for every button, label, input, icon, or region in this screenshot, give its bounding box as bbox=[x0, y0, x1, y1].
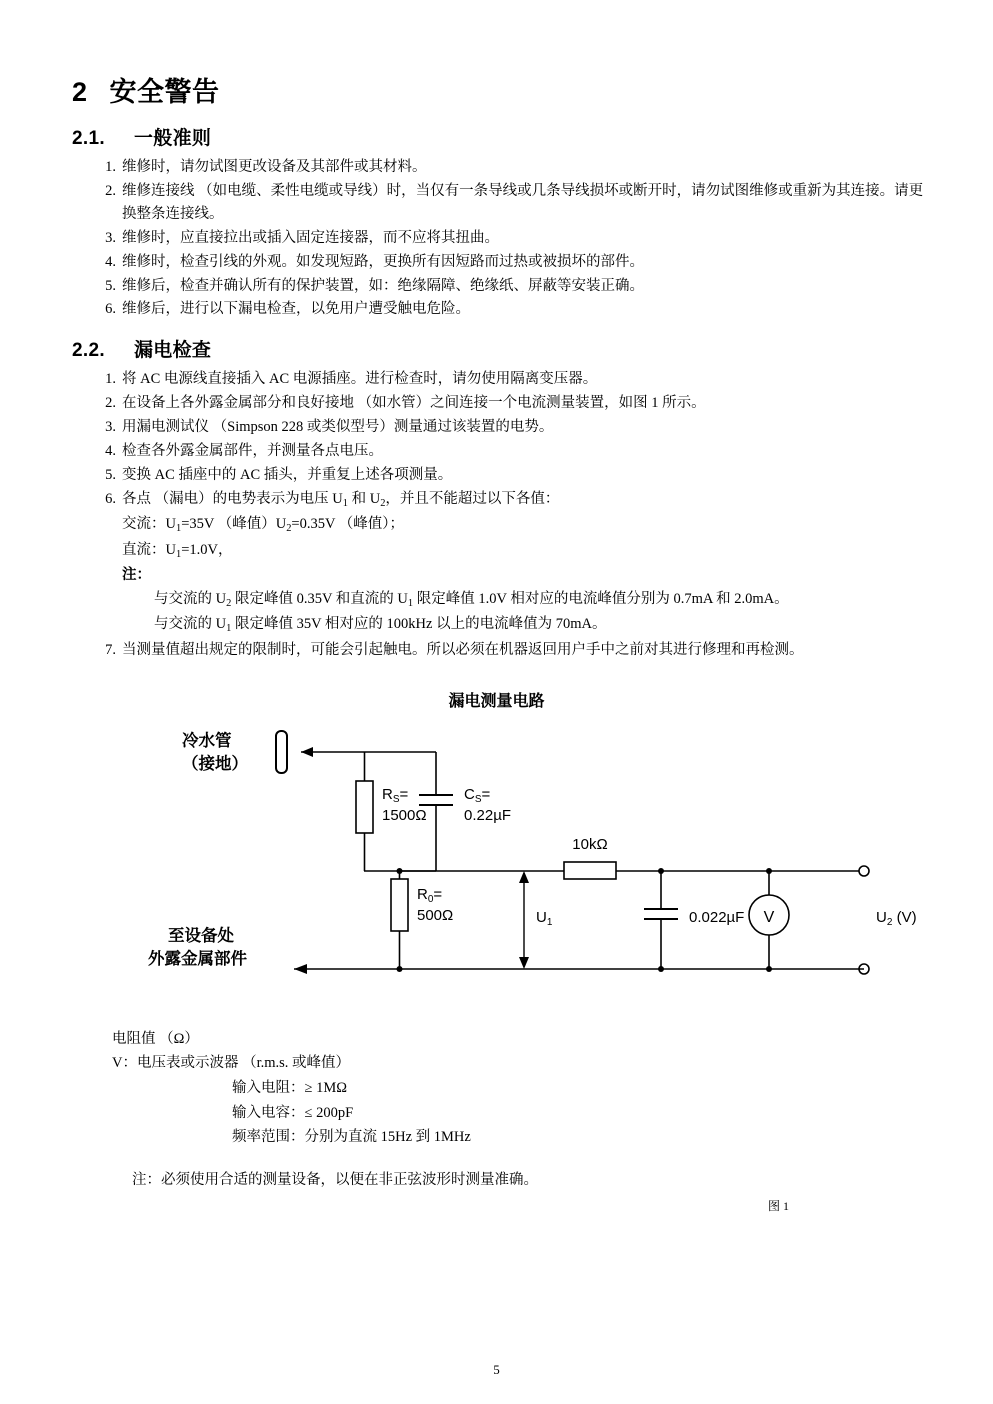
ac-sub2: 2 bbox=[286, 523, 292, 535]
list-item bbox=[64, 251, 929, 274]
section-number-1: 2.1. bbox=[72, 128, 105, 149]
list-marker: 6. bbox=[105, 490, 116, 507]
ac-line-c: =0.35V （峰值）； bbox=[291, 516, 405, 533]
item6-dc-line bbox=[122, 539, 929, 563]
list-marker: 5. bbox=[105, 466, 116, 483]
list-text: 维修后，进行以下漏电检查，以免用户遭受触电危险。 bbox=[122, 301, 470, 318]
list-item bbox=[64, 156, 929, 179]
item6-lead-sub1: 1 bbox=[342, 497, 348, 509]
legend-final-note: 注：必须使用合适的测量设备，以便在非正弦波形时测量准确。 bbox=[132, 1171, 538, 1188]
note2-sub1: 1 bbox=[226, 623, 232, 635]
u1-label: $U_1$ bbox=[536, 908, 553, 928]
voltmeter-label: V bbox=[763, 908, 775, 926]
list-text: 变换 AC 插座中的 AC 插头，并重复上述各项测量。 bbox=[122, 466, 453, 483]
figure-number: 图 1 bbox=[767, 1198, 789, 1213]
section-2-list bbox=[64, 368, 929, 661]
note1-sub1: 2 bbox=[226, 597, 232, 609]
terminal-top bbox=[859, 866, 869, 876]
dc-sub1: 1 bbox=[175, 548, 182, 560]
dc-line-a: 直流：U bbox=[122, 541, 176, 558]
list-marker: 7. bbox=[105, 641, 116, 658]
item6-lead-b: 和 U bbox=[347, 490, 381, 507]
list-marker: 1. bbox=[105, 159, 116, 175]
list-text: 用漏电测试仪 （Simpson 228 或类似型号）测量通过该装置的电势。 bbox=[122, 419, 554, 436]
node-dot-cap bbox=[658, 868, 664, 874]
item6-lead bbox=[122, 491, 559, 507]
list-text: 将 AC 电源线直接插入 AC 电源插座。进行检查时，请勿使用隔离变压器。 bbox=[122, 371, 598, 388]
u2-label: $U_2$ (V) bbox=[876, 908, 917, 928]
node-dot-r0 bbox=[397, 868, 403, 874]
cold-pipe-label-1: 冷水管 bbox=[182, 731, 232, 750]
circuit-svg bbox=[64, 719, 929, 1019]
section-title-1: 一般准则 bbox=[134, 128, 212, 149]
u1-arrow-down bbox=[519, 957, 529, 969]
list-item bbox=[64, 368, 929, 391]
list-item bbox=[64, 180, 929, 226]
cs-label-1: $C_S=$ bbox=[464, 785, 491, 805]
list-marker: 5. bbox=[105, 277, 116, 294]
node-dot-cap-bottom bbox=[658, 966, 664, 972]
cold-pipe-label-2: （接地） bbox=[182, 754, 248, 773]
r0-label-1: $R_0=$ bbox=[417, 885, 443, 905]
note2-b: 限定峰值 35V 相对应的 100kHz 以上的电流峰值为 70mA。 bbox=[231, 616, 607, 633]
list-marker: 2. bbox=[105, 182, 116, 199]
list-item-6 bbox=[64, 488, 929, 638]
item6-note-line2 bbox=[122, 613, 929, 637]
item6-lead-c: ，并且不能超过以下各值： bbox=[385, 490, 560, 507]
rs-resistor bbox=[356, 781, 373, 833]
note1-b: 限定峰值 0.35V 和直流的 U bbox=[231, 591, 408, 607]
list-item bbox=[64, 298, 929, 321]
cap022-label: 0.022µF bbox=[689, 908, 745, 926]
r10k-resistor bbox=[564, 862, 616, 879]
list-text: 维修时，应直接拉出或插入固定连接器，而不应将其扭曲。 bbox=[122, 229, 499, 246]
cs-label-2: 0.22µF bbox=[464, 806, 511, 824]
dc-line-b: =1.0V， bbox=[181, 541, 233, 558]
device-arrow-head bbox=[294, 964, 307, 974]
legend-indent-3: 频率范围：分别为直流 15Hz 到 1MHz bbox=[232, 1129, 471, 1146]
list-item bbox=[64, 275, 929, 298]
legend-indent-1: 输入电阻：≥ 1MΩ bbox=[232, 1080, 348, 1096]
list-text: 维修时，检查引线的外观。如发现短路，更换所有因短路而过热或被损坏的部件。 bbox=[122, 253, 644, 270]
list-marker: 2. bbox=[105, 395, 116, 412]
figure-title: 漏电测量电路 bbox=[448, 692, 545, 710]
ac-sub1: 1 bbox=[175, 523, 182, 535]
r0-label-2: 500Ω bbox=[417, 906, 454, 924]
item6-lead-a: 各点 （漏电）的电势表示为电压 U bbox=[122, 490, 343, 507]
list-marker: 1. bbox=[105, 371, 116, 388]
list-item bbox=[64, 464, 929, 487]
device-label-2: 外露金属部件 bbox=[148, 949, 247, 968]
list-text: 维修时，请勿试图更改设备及其部件或其材料。 bbox=[122, 159, 427, 175]
u1-arrow-up bbox=[519, 871, 529, 883]
note1-sub2: 1 bbox=[407, 597, 414, 609]
list-text: 检查各外露金属部件，并测量各点电压。 bbox=[122, 443, 383, 460]
list-text: 维修后，检查并确认所有的保护装置，如：绝缘隔障、绝缘纸、屏蔽等安装正确。 bbox=[122, 277, 644, 294]
chapter-number: 2 bbox=[72, 77, 88, 107]
note2-a: 与交流的 U bbox=[154, 616, 227, 633]
node-dot-r0-bottom bbox=[397, 966, 403, 972]
r10k-label: 10kΩ bbox=[572, 835, 608, 853]
list-marker: 3. bbox=[105, 419, 116, 436]
node-dot-meter bbox=[766, 868, 772, 874]
item6-note-label: 注： bbox=[122, 567, 151, 584]
legend-line-1: 电阻值 （Ω） bbox=[112, 1030, 199, 1047]
section-title-2: 漏电检查 bbox=[134, 340, 212, 362]
figure-legend bbox=[112, 1027, 929, 1193]
node-dot-meter-bottom bbox=[766, 966, 772, 972]
device-label-1: 至设备处 bbox=[168, 926, 234, 945]
rs-label-2: 1500Ω bbox=[382, 806, 427, 824]
page-number: 5 bbox=[493, 1362, 500, 1377]
chapter-title: 安全警告 bbox=[109, 77, 220, 107]
item6-lead-sub2: 2 bbox=[380, 497, 386, 509]
ac-line-a: 交流：U bbox=[122, 516, 176, 533]
note1-c: 限定峰值 1.0V 相对应的电流峰值分别为 0.7mA 和 2.0mA。 bbox=[413, 591, 789, 607]
rs-label-1: $R_S=$ bbox=[382, 785, 409, 805]
list-item bbox=[64, 392, 929, 415]
chapter-heading bbox=[72, 70, 929, 109]
cold-water-pipe-symbol bbox=[276, 731, 287, 773]
list-text: 在设备上各外露金属部分和良好接地 （如水管）之间连接一个电流测量装置，如图 1 所示。 bbox=[122, 395, 706, 412]
section-1-list bbox=[64, 156, 929, 321]
list-item bbox=[64, 440, 929, 463]
section-heading-2 bbox=[72, 335, 929, 362]
section-heading-1 bbox=[72, 123, 929, 150]
list-marker: 4. bbox=[105, 443, 116, 460]
list-text: 维修连接线 （如电缆、柔性电缆或导线）时，当仅有一条导线或几条导线损坏或断开时，请勿试图维修或重新为其连接。请更换整条连接线。 bbox=[122, 182, 924, 222]
list-marker: 6. bbox=[105, 301, 116, 318]
ac-line-b: =35V （峰值）U bbox=[181, 516, 287, 533]
pipe-arrow-head bbox=[301, 747, 313, 757]
item6-ac-line bbox=[122, 513, 929, 537]
list-marker: 3. bbox=[105, 229, 116, 246]
item6-note-line1 bbox=[122, 588, 929, 612]
r0-resistor bbox=[391, 879, 408, 931]
list-text: 当测量值超出规定的限制时，可能会引起触电。所以必须在机器返回用户手中之前对其进行修理和再检测。 bbox=[122, 641, 804, 658]
list-marker: 4. bbox=[105, 253, 116, 270]
note1-a: 与交流的 U bbox=[154, 591, 227, 607]
list-item bbox=[64, 639, 929, 662]
leakage-circuit-diagram bbox=[64, 719, 929, 1019]
legend-line-2: V：电压表或示波器 （r.m.s. 或峰值） bbox=[112, 1055, 351, 1072]
section-number-2: 2.2. bbox=[72, 340, 105, 362]
legend-indent-2: 输入电容：≤ 200pF bbox=[232, 1104, 354, 1121]
list-item bbox=[64, 227, 929, 250]
list-item bbox=[64, 416, 929, 439]
